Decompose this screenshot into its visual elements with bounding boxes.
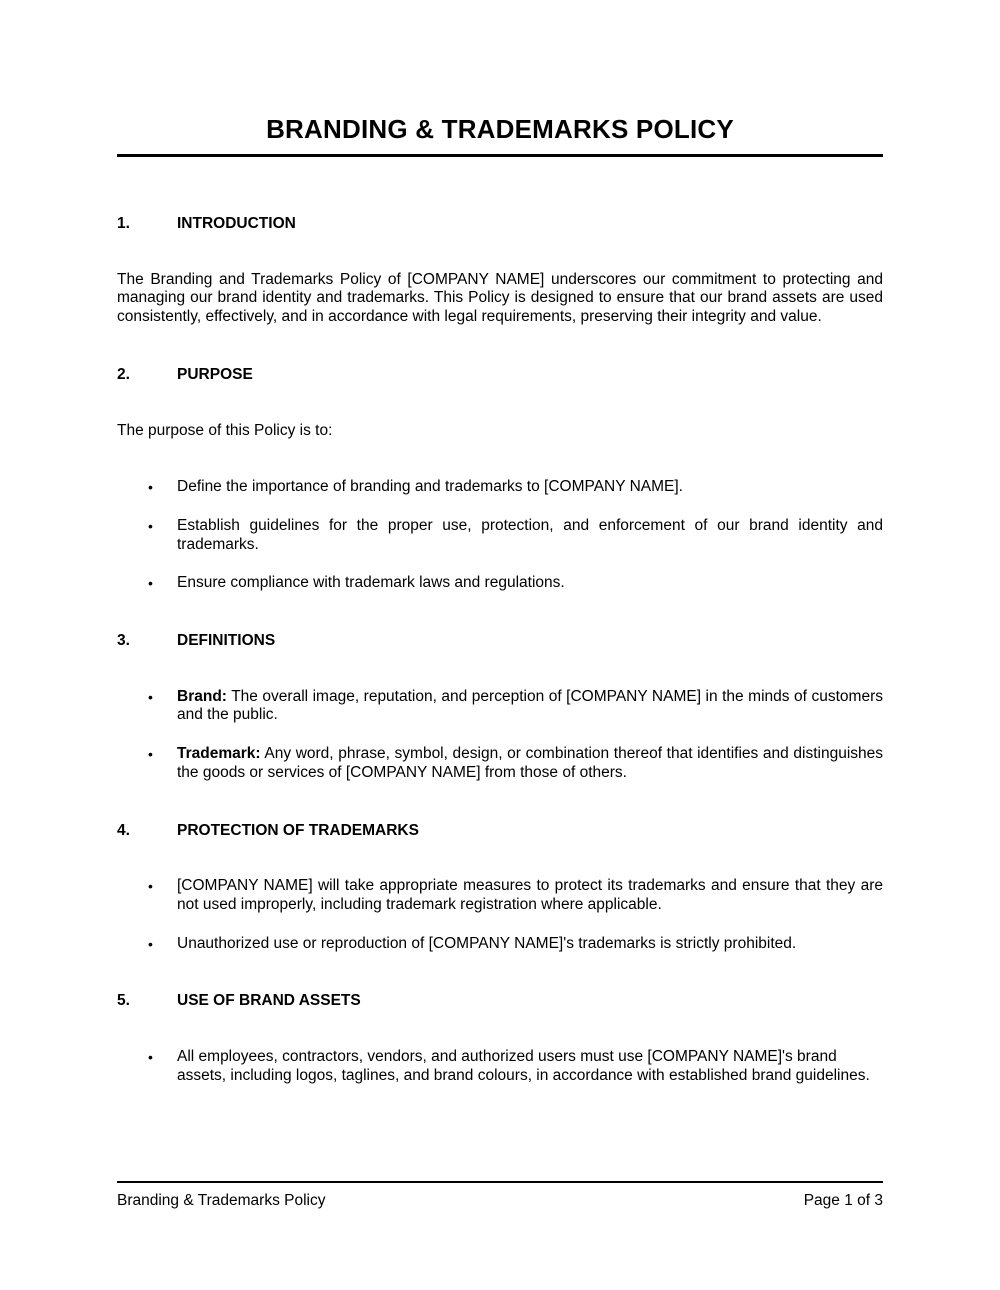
bullet-icon: • — [148, 517, 153, 534]
section-heading-definitions — [117, 632, 883, 651]
section-paragraph: The Branding and Trademarks Policy of [COMPANY NAME] underscores our commitment to protecting and managing our brand identity and trademarks. This Policy is designed to ensure that our brand assets are used consistently, effectively, and in accordance with legal requirements, preserving their integrity and value. — [117, 270, 883, 326]
bullet-list — [117, 478, 883, 593]
list-item — [117, 688, 883, 725]
section-heading-purpose — [117, 366, 883, 385]
bullet-text: [COMPANY NAME] will take appropriate measures to protect its trademarks and ensure that they are not used improperly, including trademark registration where applicable. — [177, 877, 883, 913]
bullet-text — [177, 688, 883, 725]
bullet-icon: • — [148, 688, 153, 705]
bullet-list — [117, 1048, 883, 1085]
list-item — [117, 935, 883, 954]
list-item — [117, 877, 883, 914]
section-label: DEFINITIONS — [177, 632, 276, 650]
section-paragraph: The purpose of this Policy is to: — [117, 421, 333, 439]
definition-term: Trademark: — [177, 745, 261, 763]
list-item — [117, 574, 883, 593]
definition-term: Brand: — [177, 687, 227, 705]
list-item — [117, 478, 883, 497]
section-heading-protection-of-trademarks — [117, 822, 883, 841]
bullet-text: Establish guidelines for the proper use, protection, and enforcement of our brand identity and trademarks. — [177, 516, 883, 553]
bullet-icon: • — [148, 878, 153, 895]
list-item — [117, 1048, 883, 1085]
footer-page-number: Page 1 of 3 — [803, 1192, 883, 1209]
bullet-list — [117, 877, 883, 953]
section-heading-use-of-brand-assets — [117, 992, 883, 1011]
section-label: PROTECTION OF TRADEMARKS — [177, 821, 419, 839]
section-number: 5. — [117, 992, 130, 1010]
section-heading-introduction — [117, 215, 883, 234]
bullet-icon: • — [148, 479, 153, 496]
section-label: PURPOSE — [177, 365, 253, 383]
definition-text: The overall image, reputation, and perception of [COMPANY NAME] in the minds of customers and the public. — [177, 687, 883, 724]
title-rule — [117, 154, 883, 157]
bullet-icon: • — [148, 746, 153, 763]
footer-document-title: Branding & Trademarks Policy — [117, 1192, 326, 1209]
bullet-text: All employees, contractors, vendors, and authorized users must use [COMPANY NAME]'s brand assets, including logos, taglines, and brand colours, in accordance with established brand guidelines. — [177, 1048, 870, 1084]
section-number: 2. — [117, 365, 130, 383]
footer-rule — [117, 1181, 883, 1183]
bullet-icon: • — [148, 935, 153, 952]
section-label: INTRODUCTION — [177, 215, 296, 232]
section-label: USE OF BRAND ASSETS — [177, 992, 361, 1010]
section-number: 1. — [117, 215, 130, 232]
definition-text: Any word, phrase, symbol, design, or combination thereof that identifies and distinguishes the goods or services of [COMPANY NAME] from those of others. — [177, 745, 884, 781]
bullet-text — [177, 745, 883, 782]
bullet-icon: • — [148, 1049, 153, 1066]
bullet-text: Define the importance of branding and trademarks to [COMPANY NAME]. — [177, 478, 683, 496]
document-title: BRANDING & TRADEMARKS POLICY — [266, 114, 734, 144]
list-item — [117, 517, 883, 554]
bullet-text: Unauthorized use or reproduction of [COMPANY NAME]'s trademarks is strictly prohibited. — [177, 934, 797, 952]
bullet-icon: • — [148, 575, 153, 592]
page-footer — [117, 1181, 883, 1211]
section-number: 4. — [117, 821, 130, 839]
bullet-text: Ensure compliance with trademark laws and regulations. — [177, 574, 565, 592]
list-item — [117, 745, 883, 782]
bullet-list — [117, 688, 883, 783]
section-number: 3. — [117, 632, 130, 650]
